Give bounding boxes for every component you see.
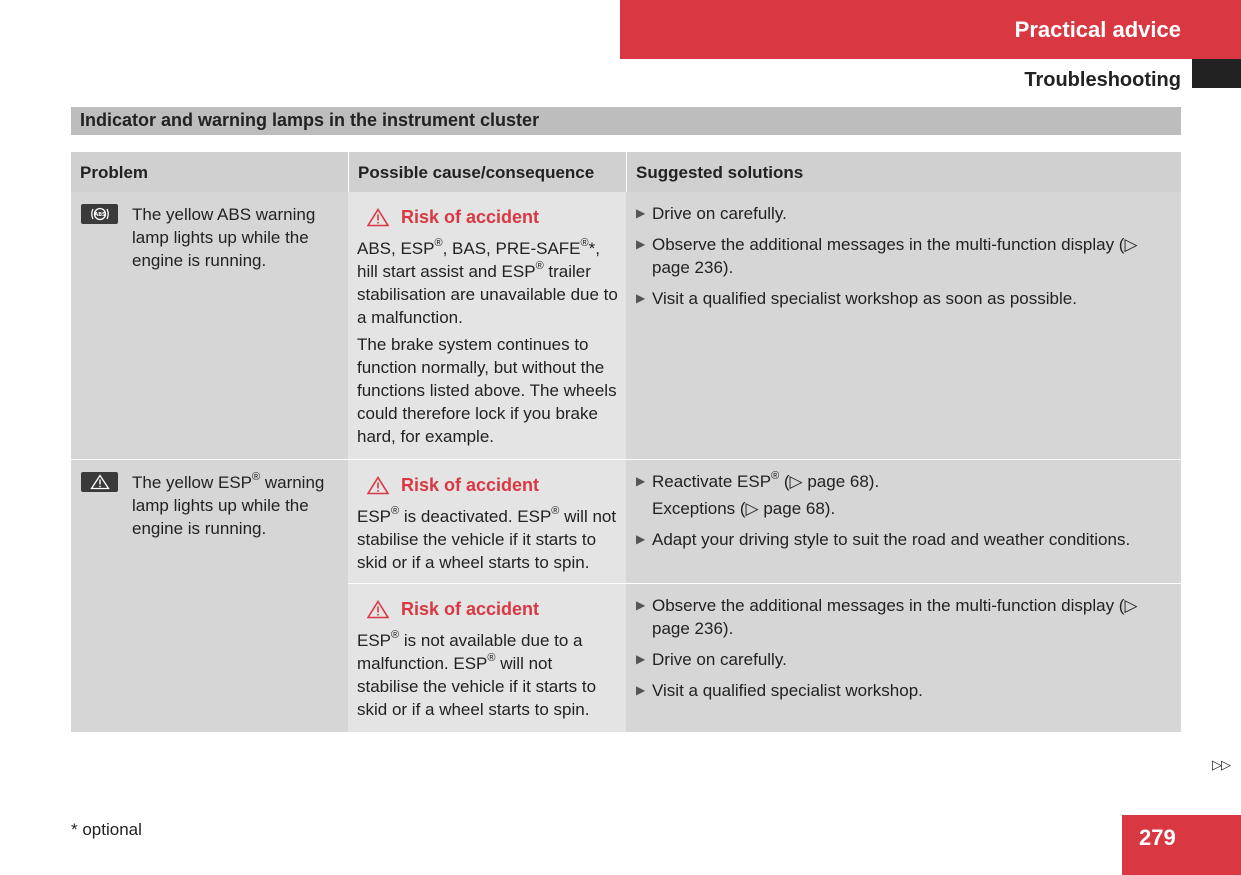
cause-cell xyxy=(348,192,626,459)
problem-text: The yellow ABS warning lamp lights up while the engine is running. xyxy=(132,205,316,270)
page-number: 279 xyxy=(1122,815,1241,875)
cause-cell xyxy=(348,460,626,583)
column-header-solutions: Suggested solutions xyxy=(626,152,1181,192)
risk-warning xyxy=(357,206,618,229)
footnote: * optional xyxy=(71,820,142,839)
bullet-arrow-icon: ▶ xyxy=(636,598,646,612)
problem-cell xyxy=(71,460,348,732)
continued-marker: ▷▷ xyxy=(1212,757,1230,772)
table-row-group xyxy=(71,459,1181,732)
risk-label: Risk of accident xyxy=(401,599,540,619)
esp-warning-lamp-icon xyxy=(81,472,118,492)
solution-item xyxy=(636,594,1171,640)
section-title: Indicator and warning lamps in the instrument cluster xyxy=(71,107,1181,135)
solution-item xyxy=(636,233,1171,279)
solution-text: Visit a qualified specialist workshop as soon as possible. xyxy=(652,289,1077,308)
solution-item xyxy=(636,528,1171,551)
cause-solution-stack xyxy=(348,460,1181,732)
warning-triangle-icon xyxy=(367,476,389,495)
solution-note: Exceptions (▷ page 68). xyxy=(652,499,836,518)
bullet-arrow-icon: ▶ xyxy=(636,291,646,305)
solution-item xyxy=(636,648,1171,671)
section-header: Troubleshooting xyxy=(1024,69,1181,91)
table-row xyxy=(71,192,1181,459)
solution-text: Drive on carefully. xyxy=(652,204,787,223)
solution-text: Reactivate ESP® (▷ page 68). xyxy=(652,470,880,491)
bullet-arrow-icon: ▶ xyxy=(636,474,646,488)
problem-text: The yellow ESP® warning lamp lights up while the engine is running. xyxy=(132,471,325,538)
column-header-cause: Possible cause/consequence xyxy=(348,152,626,192)
chapter-header xyxy=(620,0,1241,59)
cause-paragraph: ESP® is not available due to a malfunction. ESP® will not stabilise the vehicle if it starts to skid or if a wheel starts to spin. xyxy=(357,629,597,719)
table-header xyxy=(71,152,1181,192)
solution-item xyxy=(636,679,1171,702)
bullet-arrow-icon: ▶ xyxy=(636,206,646,220)
thumb-tab xyxy=(1192,59,1241,88)
cause-text xyxy=(357,505,618,574)
solutions-cell xyxy=(626,460,1181,583)
solution-text: Adapt your driving style to suit the road and weather conditions. xyxy=(652,530,1131,549)
solution-item xyxy=(636,202,1171,225)
column-header-problem: Problem xyxy=(71,152,348,192)
solutions-cell xyxy=(626,192,1181,459)
cause-paragraph: ABS, ESP®, BAS, PRE-SAFE®*, hill start assist and ESP® trailer stabilisation are unavailable due to a malfunction. xyxy=(357,237,618,327)
bullet-arrow-icon: ▶ xyxy=(636,683,646,697)
abs-warning-lamp-icon xyxy=(81,204,118,224)
solution-text: Observe the additional messages in the multi-function display (▷ page 236). xyxy=(652,596,1138,638)
bullet-arrow-icon: ▶ xyxy=(636,237,646,251)
problem-cell xyxy=(71,192,348,459)
table-row xyxy=(348,460,1181,583)
table-row xyxy=(348,583,1181,732)
solution-item xyxy=(636,470,1171,493)
risk-warning xyxy=(357,598,618,621)
solution-text: Observe the additional messages in the multi-function display (▷ page 236). xyxy=(652,235,1138,277)
solutions-cell xyxy=(626,584,1181,732)
troubleshooting-table xyxy=(71,152,1181,732)
chapter-title: Practical advice xyxy=(1014,16,1181,42)
solution-text: Visit a qualified specialist workshop. xyxy=(652,681,923,700)
risk-label: Risk of accident xyxy=(401,207,540,227)
warning-triangle-icon xyxy=(367,208,389,227)
bullet-arrow-icon: ▶ xyxy=(636,652,646,666)
cause-cell xyxy=(348,584,626,732)
cause-paragraph: The brake system continues to function normally, but without the functions listed above. The wheels could therefore lock if you brake hard, for example. xyxy=(357,335,617,446)
risk-label: Risk of accident xyxy=(401,475,540,495)
cause-text xyxy=(357,629,618,721)
risk-warning xyxy=(357,474,618,497)
solution-text: Drive on carefully. xyxy=(652,650,787,669)
svg-text:ABS: ABS xyxy=(93,212,106,218)
warning-triangle-icon xyxy=(367,600,389,619)
bullet-arrow-icon: ▶ xyxy=(636,532,646,546)
solution-item xyxy=(636,287,1171,310)
cause-paragraph: ESP® is deactivated. ESP® will not stabilise the vehicle if it starts to skid or if a wheel starts to spin. xyxy=(357,505,617,572)
cause-text xyxy=(357,237,618,448)
